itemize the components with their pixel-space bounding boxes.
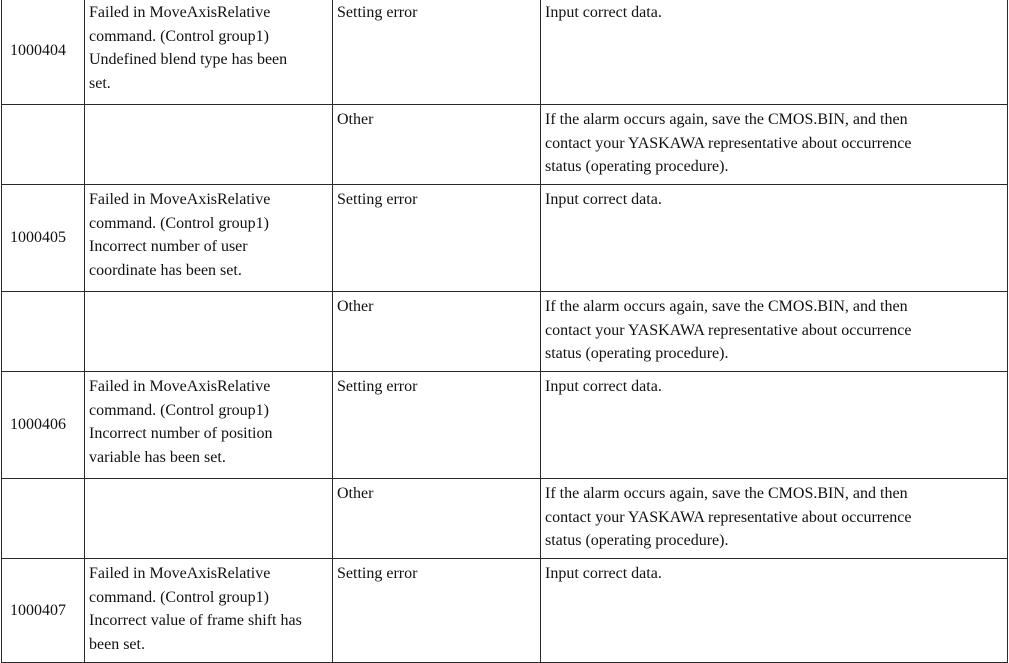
alarm-code: 1000405	[2, 185, 85, 292]
alarm-description: Failed in MoveAxisRelative command. (Control group1) Undefined blend type has been set.	[85, 0, 333, 105]
alarm-cause: Setting error	[333, 559, 541, 663]
alarm-remedy: Input correct data.	[541, 372, 1008, 479]
alarm-description: Failed in MoveAxisRelative command. (Control group1) Incorrect number of user coordinate has been set.	[85, 185, 333, 292]
table-row	[2, 292, 1008, 372]
alarm-remedy: If the alarm occurs again, save the CMOS.BIN, and then contact your YASKAWA representative about occurrence status (operating procedure).	[541, 479, 1008, 559]
alarm-cause: Setting error	[333, 0, 541, 105]
alarm-remedy: Input correct data.	[541, 559, 1008, 663]
alarm-description	[85, 292, 333, 372]
alarm-code: 1000407	[2, 559, 85, 663]
alarm-cause: Other	[333, 105, 541, 185]
alarm-cause: Setting error	[333, 185, 541, 292]
alarm-cause: Other	[333, 479, 541, 559]
table-row	[2, 105, 1008, 185]
alarm-code	[2, 292, 85, 372]
alarm-code: 1000404	[2, 0, 85, 105]
alarm-description	[85, 105, 333, 185]
alarm-remedy: If the alarm occurs again, save the CMOS.BIN, and then contact your YASKAWA representative about occurrence status (operating procedure).	[541, 292, 1008, 372]
alarm-code: 1000406	[2, 372, 85, 479]
table-row	[2, 185, 1008, 292]
alarm-remedy: Input correct data.	[541, 185, 1008, 292]
alarm-table	[1, 0, 1008, 663]
table-row	[2, 479, 1008, 559]
table-row	[2, 559, 1008, 663]
table-row	[2, 372, 1008, 479]
alarm-description: Failed in MoveAxisRelative command. (Control group1) Incorrect value of frame shift has been set.	[85, 559, 333, 663]
alarm-code	[2, 105, 85, 185]
alarm-description: Failed in MoveAxisRelative command. (Control group1) Incorrect number of position variable has been set.	[85, 372, 333, 479]
table-row	[2, 0, 1008, 105]
alarm-cause: Setting error	[333, 372, 541, 479]
alarm-remedy: If the alarm occurs again, save the CMOS.BIN, and then contact your YASKAWA representative about occurrence status (operating procedure).	[541, 105, 1008, 185]
alarm-code	[2, 479, 85, 559]
alarm-description	[85, 479, 333, 559]
alarm-cause: Other	[333, 292, 541, 372]
alarm-remedy: Input correct data.	[541, 0, 1008, 105]
